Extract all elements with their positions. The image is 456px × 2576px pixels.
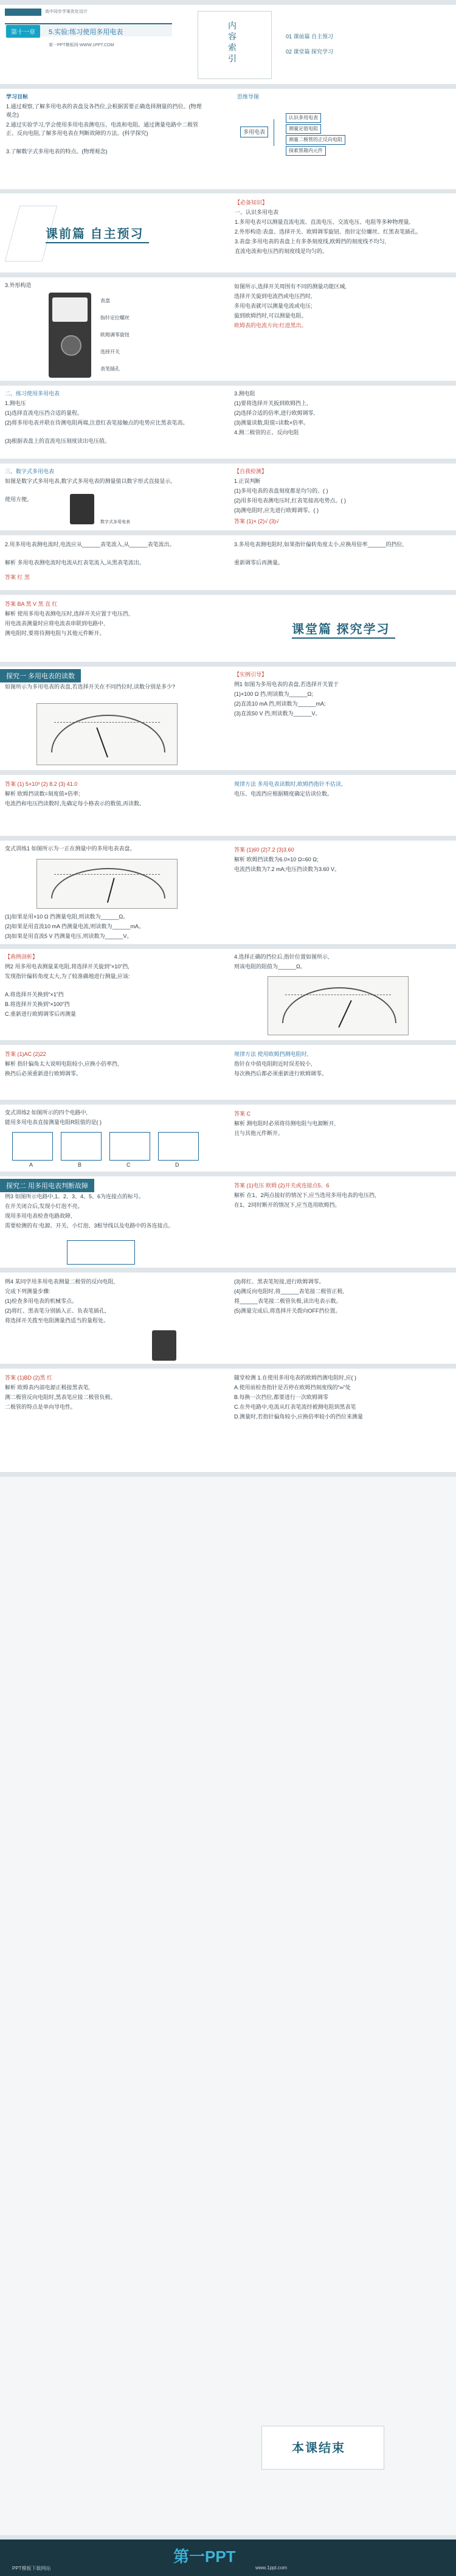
variant1-q1: (1)如果是用×10 Ω 挡测量电阻,则读数为______Ω。: [5, 914, 129, 920]
practice-right-4: (3)测量读数,阻值=读数×倍率。: [234, 420, 309, 426]
example2-right-1: 4.选择正确的挡位后,指针位置如图所示,: [234, 954, 330, 960]
map-node-2: 测量定值电阻: [286, 124, 321, 134]
summary-line-3: 测二极管反向电阻时,黑表笔应接二极管负极。: [5, 1394, 116, 1400]
variant1-analysis-2: 电流挡读数为7.2 mA;电压挡读数为3.60 V。: [234, 866, 340, 872]
structure-text-4: 旋到欧姆挡时,可以测量电阻。: [234, 313, 307, 319]
example4-line-1: 例4 某同学用多用电表测量二极管的反向电阻,: [5, 1279, 116, 1285]
site-url: 第一PPT模板网-WWW.1PPT.COM: [49, 43, 114, 47]
selfcheck2-q: 2.用多用电表测电流时,电流应从______表笔流入,从______表笔流出。: [5, 541, 175, 547]
structure-text-2: 选择开关旋到电流挡或电压挡时,: [234, 293, 313, 299]
option-b: B: [78, 1162, 82, 1168]
selfcheck2-analysis: 解析 多用电表测电流时电流从红表笔流入,从黑表笔流出。: [5, 560, 145, 566]
knowledge-line-4: 3.表盘:多用电表的表盘上有多条刻度线,欧姆挡的刻度线不均匀,: [235, 238, 387, 245]
digital-caption: 数字式多用电表: [100, 520, 130, 524]
toc-title: 内容索引: [228, 21, 237, 63]
practice-right-1: 3.测电阻: [234, 391, 255, 397]
practice-left-1: 1.测电压: [5, 400, 26, 406]
slide-example-2: [0, 949, 456, 1040]
quiz-opt-b: B.每换一次挡位,都要进行一次欧姆调零: [234, 1394, 329, 1400]
example3-line-3: 现用多用电表检查电路故障,: [5, 1213, 72, 1219]
selector-knob: [61, 335, 81, 356]
digital-line-2: 使用方便。: [5, 496, 33, 502]
selfcheck-2: (1)多用电表的表盘刻度都是均匀的。( ): [234, 488, 328, 494]
circuit-c: [109, 1132, 150, 1161]
example1-heading: 【实例引导】: [234, 672, 268, 678]
digital-title: 三、数字式多用电表: [5, 468, 55, 474]
multimeter-image: [49, 293, 91, 378]
meter-dial-1: [36, 703, 178, 765]
example4-right-3: 将______表笔接二极管负极,读出电表示数。: [234, 1298, 342, 1304]
knowledge-line-2: 1.多用电表可以测量直流电流、直流电压、交流电压、电阻等多种物理量,: [235, 219, 411, 225]
answer1: 答案 (1) 5×10³ (2) 8.2 (3) 41.0: [5, 781, 78, 787]
example3-answer: 答案 (1)电压 欧姆 (2)开关或连接点5、6: [234, 1182, 330, 1189]
example2-line-2: 发现指针偏转角度太大,为了较准确地进行测量,应该:: [5, 973, 130, 979]
circuit-b: [61, 1132, 102, 1161]
variant1-analysis-1: 解析 欧姆挡读数为6.0×10 Ω=60 Ω;: [234, 856, 319, 863]
label-zero-screw: 指针定位螺丝: [100, 315, 130, 321]
digital-meter-image: [70, 494, 94, 524]
footer-left-caption: PPT模板下载网站: [12, 2566, 51, 2571]
example3-line-1: 例3 如图所示电路中,1、2、3、4、5、6为连接点的标号。: [5, 1193, 145, 1199]
structure-text-1: 如图所示,选择开关周围有不同的测量功能区域,: [234, 283, 347, 290]
selfcheck3-q2: 重新调零后再测量。: [234, 560, 284, 566]
variant2-q1: 变式训练2 如图所示的四个电路中,: [5, 1109, 88, 1116]
sect2-line-3: 用电流表测量时应将电流表串联到电路中,: [5, 620, 105, 627]
section-title-1: 课前篇 自主预习: [46, 227, 144, 241]
method2-1: 规律方法 使用欧姆挡测电阻时,: [234, 1051, 309, 1057]
example3-analysis-1: 解析 在1、2两点接好的情况下,应当选用多用电表的电压挡,: [234, 1192, 376, 1198]
variant1-q3: (3)如果是用直流5 V 挡测量电压,则读数为______V。: [5, 933, 133, 939]
practice-left-title: 二、练习使用多用电表: [5, 391, 60, 397]
selfcheck-4: (3)测电阻时,应先进行欧姆调零。( ): [234, 507, 319, 513]
explore1-question: 如图所示为多用电表的表盘,若选择开关在不同挡位时,读数分别是多少?: [5, 684, 176, 690]
variant1-title: 变式训练1 如图所示为一正在测量中的多用电表表盘。: [5, 845, 136, 852]
meter-dial-2: [36, 859, 178, 909]
footer: [0, 2540, 456, 2576]
example1-line-2: (1)×100 Ω 挡,则读数为______Ω;: [234, 691, 313, 697]
selfcheck-heading: 【自我检测】: [234, 468, 268, 474]
method1-1: 规律方法 多用电表读数时,欧姆挡指针不估读,: [234, 781, 343, 787]
label-ohm-knob: 欧姆调零旋钮: [100, 332, 130, 338]
answer2-analysis-2: 换挡后必须重新进行欧姆调零。: [5, 1071, 82, 1077]
chapter-badge: 第十一章: [6, 25, 40, 38]
example1-line-1: 例1 如图为多用电表的表盘,若选择开关置于: [234, 681, 339, 687]
structure-text-3: 多用电表就可以测量电流或电压;: [234, 303, 313, 309]
summary-line-4: 二极管的特点是单向导电性。: [5, 1404, 77, 1410]
header-logo-text: 高中同步学案优化设计: [45, 10, 88, 14]
example2-opt-c: C.重新进行欧姆调零后再测量: [5, 1011, 77, 1017]
example4-line-3: (1)检查多用电表的机械零点。: [5, 1298, 78, 1304]
quiz-opt-a: A.使用前检查指针是否停在欧姆挡刻度线的“∞”处: [234, 1384, 351, 1390]
sect2-answer: 答案 BA 黑 V 黑 直 红: [5, 601, 58, 607]
objective-3: 3.了解数字式多用电表的特点。(物理观念): [6, 148, 108, 154]
example2-right-2: 则该电阻的阻值为______Ω。: [234, 963, 306, 970]
map-root: 多用电表: [240, 127, 268, 137]
slide-end: [0, 1477, 456, 2535]
example4-right-1: (3)将红、黑表笔短接,进行欧姆调零。: [234, 1279, 325, 1285]
example4-right-2: (4)测反向电阻时,将______表笔接二极管正极,: [234, 1288, 345, 1294]
option-d: D: [175, 1162, 179, 1168]
option-a: A: [29, 1162, 33, 1168]
footer-brand: 第一PPT: [173, 2547, 236, 2566]
section-underline: [46, 242, 149, 243]
method2-3: 每次换挡后都必须重新进行欧姆调零。: [234, 1071, 328, 1077]
example4-line-4: (2)将红、黑表笔分别插入正、负表笔插孔,: [5, 1308, 106, 1314]
variant1-answer: 答案 (1)60 (2)7.2 (3)3.60: [234, 847, 294, 853]
header-logo: [5, 9, 41, 16]
slide-explore-2: [0, 1176, 456, 1268]
selfcheck-1: 1.正误判断: [234, 478, 261, 484]
variant1-q2: (2)如果是用直流10 mA 挡测量电流,则读数为______mA。: [5, 923, 145, 929]
selfcheck3-q1: 3.多用电表测电阻时,如果指针偏转角度太小,应换用倍率______的挡位,: [234, 541, 404, 547]
lesson-title: 5.实验:练习使用多用电表: [49, 29, 123, 36]
example2-opt-a: A.将选择开关换到“×1”挡: [5, 991, 64, 998]
quiz-q: 随堂检测 1.在使用多用电表的欧姆挡测电阻时,应( ): [234, 1375, 357, 1381]
example1-line-3: (2)直流10 mA 挡,则读数为______mA;: [234, 701, 326, 707]
practice-left-3: (2)将多用电表并联在待测电阻两端,注意红表笔接触点的电势应比黑表笔高。: [5, 420, 188, 426]
slide-cover: [0, 5, 456, 84]
summary-answer: 答案 (1)BD (2)黑 红: [5, 1375, 53, 1381]
sect2-line-2: 解析 使用多用电表测电压时,选择开关应置于电压挡,: [5, 611, 130, 617]
label-selector: 选择开关: [100, 349, 120, 355]
knowledge-line-5: 直流电流和电压挡的刻度线是均匀的。: [235, 248, 328, 254]
slide-structure: [0, 277, 456, 381]
example4-right-4: (5)测量完成后,将选择开关拨向OFF挡位置。: [234, 1308, 341, 1314]
footer-right-caption[interactable]: www.1ppt.com: [255, 2565, 288, 2571]
slide-practice: [0, 386, 456, 459]
section-underline-2: [292, 637, 395, 639]
toc-item-2[interactable]: 02 课堂篇 探究学习: [286, 49, 334, 55]
practice-left-2: (1)选择直流电压挡合适的量程。: [5, 410, 83, 416]
slide-selfcheck-2: [0, 535, 456, 590]
variant2-analysis-2: 且与其他元件断开。: [234, 1130, 284, 1136]
knowledge-heading: 【必备知识】: [235, 200, 268, 206]
knowledge-line-1: 一、认识多用电表: [235, 209, 279, 215]
example3-line-2: 在开关闭合后,发现小灯泡不亮。: [5, 1203, 83, 1209]
map-title: 思维导图: [237, 94, 260, 100]
knowledge-line-3: 2.外形构造:表盘、选择开关、欧姆调零旋钮、指针定位螺丝、红黑表笔插孔。: [235, 229, 422, 235]
structure-text-5: 欧姆表的电流方向:红进黑出。: [234, 322, 307, 328]
meter-dial-3: [268, 976, 409, 1035]
slide-summary: [0, 1369, 456, 1472]
slide-explore-1: [0, 667, 456, 770]
explore1-bar: 探究一 多用电表的读数: [0, 669, 81, 682]
multimeter-image-2: [152, 1330, 176, 1361]
answer2-analysis-1: 解析 指针偏角太大说明电阻较小,应换小倍率挡,: [5, 1061, 119, 1067]
quiz-opt-d: D.测量时,若指针偏角较小,应换倍率较小的挡位来测量: [234, 1414, 364, 1420]
circuit-d: [158, 1132, 199, 1161]
example4-line-5: 将选择开关拨至电阻测量挡适当的量程处。: [5, 1318, 109, 1324]
slide-variant-2: [0, 1105, 456, 1172]
answer1-analysis-2: 电流挡和电压挡读数时,先确定每小格表示的数值,再读数。: [5, 800, 145, 807]
example4-line-2: 完成下列测量步骤:: [5, 1288, 50, 1294]
example3-line-4: 需要检测的有:电源、开关、小灯泡、3根导线以及电路中的各连接点。: [5, 1223, 174, 1229]
selfcheck-3: (2)用多用电表测电压时,红表笔接高电势点。( ): [234, 498, 346, 504]
method2-2: 指针在中值电阻附近时误差较小,: [234, 1061, 313, 1067]
option-c: C: [126, 1162, 131, 1168]
structure-title: 3.外形构造: [5, 282, 32, 288]
toc-item-1[interactable]: 01 课前篇 自主预习: [286, 33, 334, 40]
practice-right-5: 4.测二极管的正、反向电阻: [234, 429, 299, 436]
slide-section-2: [0, 595, 456, 662]
example2-line-1: 例2 用多用电表测量某电阻,将选择开关旋到“×10”挡,: [5, 963, 130, 970]
objectives-title: 学习目标: [6, 94, 29, 100]
digital-line-1: 如图是数字式多用电表,数字式多用电表的测量值以数字形式直接显示,: [5, 478, 173, 484]
circuit-a: [12, 1132, 53, 1161]
label-dial: 表盘: [100, 298, 110, 304]
map-node-4: 探索黑箱内元件: [286, 146, 326, 156]
objective-1: 1.通过观察,了解多用电表的表盘及各挡位,会根据需要正确选择测量的挡位。(物理观念): [6, 103, 202, 118]
map-node-3: 测量二极管的正反向电阻: [286, 135, 345, 145]
example2-heading: 【典例剖析】: [5, 954, 38, 960]
slide-knowledge: [230, 193, 456, 273]
selfcheck2-answer: 答案 红 黑: [5, 574, 30, 580]
method1-2: 电压、电流挡应根据精度确定估读位数。: [234, 791, 333, 797]
end-text: 本课结束: [292, 2442, 345, 2455]
answer1-analysis-1: 解析 欧姆挡读数=刻度值×倍率;: [5, 791, 80, 797]
slide-digital: [0, 463, 456, 530]
label-jacks: 表笔插孔: [100, 366, 120, 372]
objective-2: 2.通过实验学习,学会使用多用电表测电压、电流和电阻。通过测量电路中二极管正、反向电阻,了解多用电表在判断故障的方法。(科学探究): [6, 122, 199, 136]
map-node-1: 认识多用电表: [286, 113, 321, 123]
slide-answer-1: [0, 775, 456, 836]
quiz-opt-c: C.在外电路中,电流从红表笔流经被测电阻到黑表笔: [234, 1404, 356, 1410]
slide-variant-1: [0, 841, 456, 944]
example3-analysis-2: 在1、2同时断开的情况下,应当选用欧姆挡。: [234, 1202, 340, 1208]
practice-left-4: (3)根据表盘上的直流电压刻度读出电压值。: [5, 438, 111, 444]
practice-right-3: (2)选择合适的倍率,进行欧姆调零,: [234, 410, 316, 416]
map-connector: [274, 119, 282, 146]
sect2-line-4: 测电阻时,要将待测电阻与其他元件断开。: [5, 630, 105, 636]
selfcheck-answer: 答案 (1)× (2)√ (3)√: [234, 518, 279, 524]
variant2-answer: 答案 C: [234, 1111, 251, 1117]
answer2: 答案 (1)AC (2)22: [5, 1051, 46, 1057]
slide-objectives: [0, 89, 456, 189]
meter-dial: [52, 297, 88, 322]
variant2-q2: 能用多用电表直接测量电阻R阻值的是( ): [5, 1119, 102, 1125]
variant2-analysis-1: 解析 测电阻时必须将待测电阻与电源断开,: [234, 1120, 336, 1127]
circuit-diagram-1: [67, 1240, 135, 1265]
example1-line-4: (3)直流50 V 挡,则读数为______V。: [234, 710, 321, 717]
practice-right-2: (1)要将选择开关扳到欧姆挡上,: [234, 400, 308, 406]
explore2-bar: 探究二 用多用电表判断故障: [0, 1179, 94, 1192]
section-title-2: 课堂篇 探究学习: [292, 623, 390, 636]
example2-opt-b: B.将选择开关换到“×100”挡: [5, 1001, 70, 1007]
slide-answer-2: [0, 1045, 456, 1100]
slide-example-4: [0, 1272, 456, 1364]
summary-line-2: 解析 欧姆表内部电源正极接黑表笔,: [5, 1384, 91, 1390]
